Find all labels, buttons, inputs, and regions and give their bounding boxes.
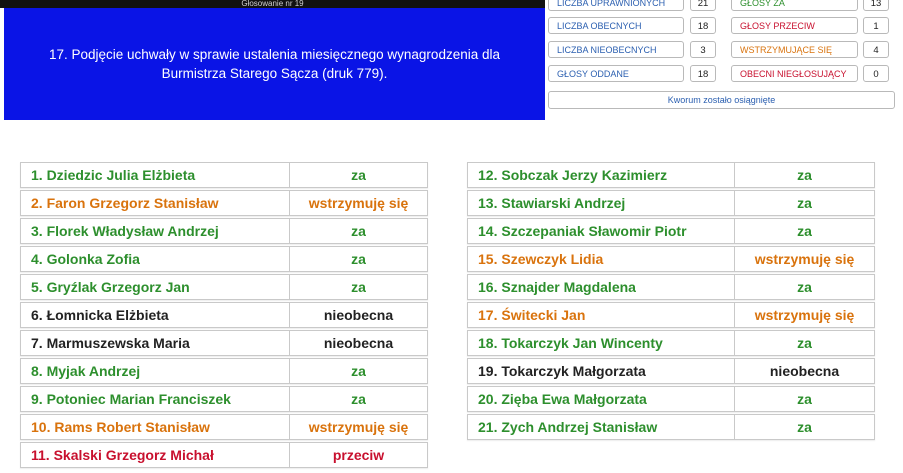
voter-row bbox=[20, 162, 428, 188]
voter-row bbox=[20, 218, 428, 244]
voter-list-right bbox=[467, 162, 875, 442]
voter-vote: za bbox=[797, 391, 812, 407]
voter-vote: za bbox=[351, 223, 366, 239]
voter-name: 6. Łomnicka Elżbieta bbox=[31, 307, 169, 323]
stat-value-cast: 18 bbox=[690, 65, 716, 82]
voter-row bbox=[20, 246, 428, 272]
voter-name: 4. Golonka Zofia bbox=[31, 251, 140, 267]
voting-number-bar bbox=[0, 0, 545, 8]
voter-name: 20. Zięba Ewa Małgorzata bbox=[478, 391, 647, 407]
voter-vote: za bbox=[351, 363, 366, 379]
voter-vote: nieobecna bbox=[323, 335, 394, 351]
voter-row bbox=[467, 358, 875, 384]
voter-vote: za bbox=[797, 195, 812, 211]
voting-number-text: Głosowanie nr 19 bbox=[241, 0, 304, 8]
voter-row bbox=[20, 302, 428, 328]
voter-name: 13. Stawiarski Andrzej bbox=[478, 195, 626, 211]
voter-vote: za bbox=[797, 335, 812, 351]
voter-name: 1. Dziedzic Julia Elżbieta bbox=[31, 167, 196, 183]
voter-row bbox=[467, 162, 875, 188]
voter-vote: nieobecna bbox=[769, 363, 840, 379]
stat-value-for: 13 bbox=[863, 0, 889, 11]
voter-name: 17. Świtecki Jan bbox=[478, 307, 586, 323]
resolution-title: 17. Podjęcie uchwały w sprawie ustalenia miesięcznego wynagrodzenia dla Burmistrza Starego Sącza (druk 779). bbox=[48, 47, 500, 81]
voter-name: 9. Potoniec Marian Franciszek bbox=[31, 391, 231, 407]
voter-row bbox=[467, 330, 875, 356]
voter-row bbox=[467, 302, 875, 328]
stat-value-abstain: 4 bbox=[863, 41, 889, 58]
voter-row bbox=[467, 386, 875, 412]
voter-row bbox=[20, 274, 428, 300]
voter-row bbox=[20, 386, 428, 412]
voter-name: 16. Sznajder Magdalena bbox=[478, 279, 636, 295]
stat-value-absent: 3 bbox=[690, 41, 716, 58]
voter-name: 8. Myjak Andrzej bbox=[31, 363, 141, 379]
voter-vote: wstrzymuję się bbox=[308, 419, 409, 435]
voter-name: 2. Faron Grzegorz Stanisław bbox=[31, 195, 219, 211]
voter-vote: za bbox=[351, 167, 366, 183]
voter-vote: za bbox=[797, 279, 812, 295]
stat-label-eligible: LICZBA UPRAWNIONYCH bbox=[548, 0, 684, 11]
voter-row bbox=[20, 330, 428, 356]
voter-name: 10. Rams Robert Stanisław bbox=[31, 419, 210, 435]
voter-vote: za bbox=[351, 391, 366, 407]
voter-vote: przeciw bbox=[332, 447, 385, 463]
voter-vote: nieobecna bbox=[323, 307, 394, 323]
voter-vote: wstrzymuję się bbox=[308, 195, 409, 211]
resolution-banner bbox=[4, 8, 545, 120]
quorum-status: Kworum zostało osiągnięte bbox=[548, 91, 895, 109]
stat-label-absent: LICZBA NIEOBECNYCH bbox=[548, 41, 684, 58]
voter-row bbox=[467, 274, 875, 300]
voter-name: 3. Florek Władysław Andrzej bbox=[31, 223, 219, 239]
stat-label-not-voting: OBECNI NIEGŁOSUJĄCY bbox=[731, 65, 858, 82]
voter-name: 11. Skalski Grzegorz Michał bbox=[31, 447, 214, 463]
stat-label-for: GŁOSY ZA bbox=[731, 0, 858, 11]
stat-label-present: LICZBA OBECNYCH bbox=[548, 17, 684, 34]
voter-row bbox=[20, 414, 428, 440]
voter-vote: za bbox=[351, 251, 366, 267]
voter-row bbox=[467, 414, 875, 440]
stat-value-against: 1 bbox=[863, 17, 889, 34]
stat-label-against: GŁOSY PRZECIW bbox=[731, 17, 858, 34]
stat-label-abstain: WSTRZYMUJĄCE SIĘ bbox=[731, 41, 858, 58]
stat-label-cast: GŁOSY ODDANE bbox=[548, 65, 684, 82]
voter-name: 21. Zych Andrzej Stanisław bbox=[478, 419, 658, 435]
voter-vote: wstrzymuję się bbox=[754, 251, 855, 267]
voter-name: 5. Gryźlak Grzegorz Jan bbox=[31, 279, 190, 295]
voter-vote: za bbox=[797, 167, 812, 183]
voter-vote: wstrzymuję się bbox=[754, 307, 855, 323]
voter-name: 14. Szczepaniak Sławomir Piotr bbox=[478, 223, 687, 239]
voter-row bbox=[20, 442, 428, 468]
voter-row bbox=[467, 190, 875, 216]
voter-name: 15. Szewczyk Lidia bbox=[478, 251, 604, 267]
voter-row bbox=[467, 218, 875, 244]
voter-list-left bbox=[20, 162, 428, 470]
stat-value-not-voting: 0 bbox=[863, 65, 889, 82]
voter-vote: za bbox=[797, 223, 812, 239]
voter-name: 18. Tokarczyk Jan Wincenty bbox=[478, 335, 663, 351]
voter-name: 12. Sobczak Jerzy Kazimierz bbox=[478, 167, 668, 183]
stat-value-eligible: 21 bbox=[690, 0, 716, 11]
stat-value-present: 18 bbox=[690, 17, 716, 34]
voter-row bbox=[20, 358, 428, 384]
voter-row bbox=[20, 190, 428, 216]
voter-row bbox=[467, 246, 875, 272]
voter-vote: za bbox=[351, 279, 366, 295]
voter-name: 7. Marmuszewska Maria bbox=[31, 335, 190, 351]
voter-name: 19. Tokarczyk Małgorzata bbox=[478, 363, 646, 379]
voter-vote: za bbox=[797, 419, 812, 435]
